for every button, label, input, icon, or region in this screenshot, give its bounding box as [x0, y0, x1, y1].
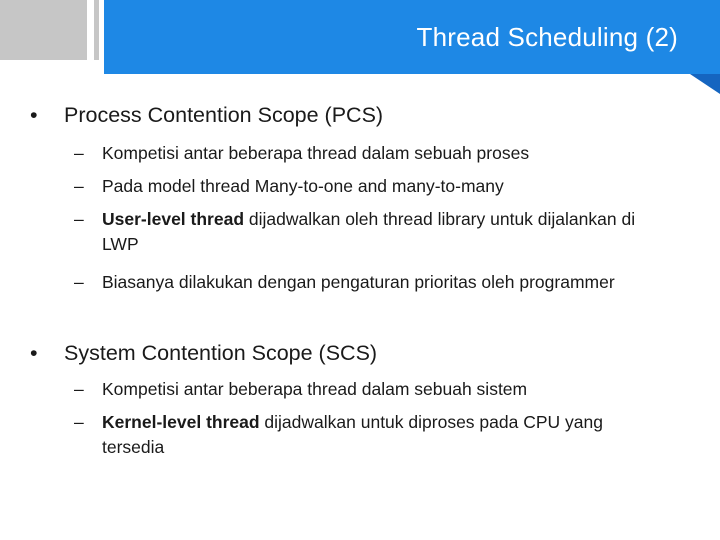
list-item-text: Pada model thread Many-to-one and many-to-many — [102, 176, 504, 196]
list-item — [74, 141, 674, 166]
bullet-dot: • — [30, 103, 38, 127]
section-heading-pcs — [30, 102, 383, 128]
bullet-dash: – — [74, 209, 84, 229]
list-item-bold: User-level thread — [102, 209, 245, 229]
bullet-dash: – — [74, 412, 84, 432]
list-item-bold: Kernel-level thread — [102, 412, 260, 432]
bullet-dash: – — [74, 379, 84, 399]
list-item — [74, 270, 644, 295]
bullet-dash: – — [74, 143, 84, 163]
list-item-text: Kompetisi antar beberapa thread dalam sebuah sistem — [102, 379, 528, 399]
list-item-text: Kompetisi antar beberapa thread dalam sebuah proses — [102, 143, 530, 163]
list-item-text: dijadwalkan oleh thread library untuk dijalankan di LWP — [102, 209, 636, 254]
section-heading-text: System Contention Scope (SCS) — [64, 341, 378, 365]
list-item — [74, 174, 674, 199]
list-item — [74, 410, 664, 460]
bullet-dash: – — [74, 176, 84, 196]
section-heading-scs — [30, 340, 377, 366]
bullet-dot: • — [30, 341, 38, 365]
list-item-text: Biasanya dilakukan dengan pengaturan prioritas oleh programmer — [102, 272, 615, 292]
bullet-dash: – — [74, 272, 84, 292]
section-heading-text: Process Contention Scope (PCS) — [64, 103, 384, 127]
list-item-text: dijadwalkan untuk diproses pada CPU yang tersedia — [102, 412, 603, 457]
list-item — [74, 207, 664, 257]
list-item — [74, 377, 674, 402]
slide-title: Thread Scheduling (2) — [416, 22, 678, 52]
